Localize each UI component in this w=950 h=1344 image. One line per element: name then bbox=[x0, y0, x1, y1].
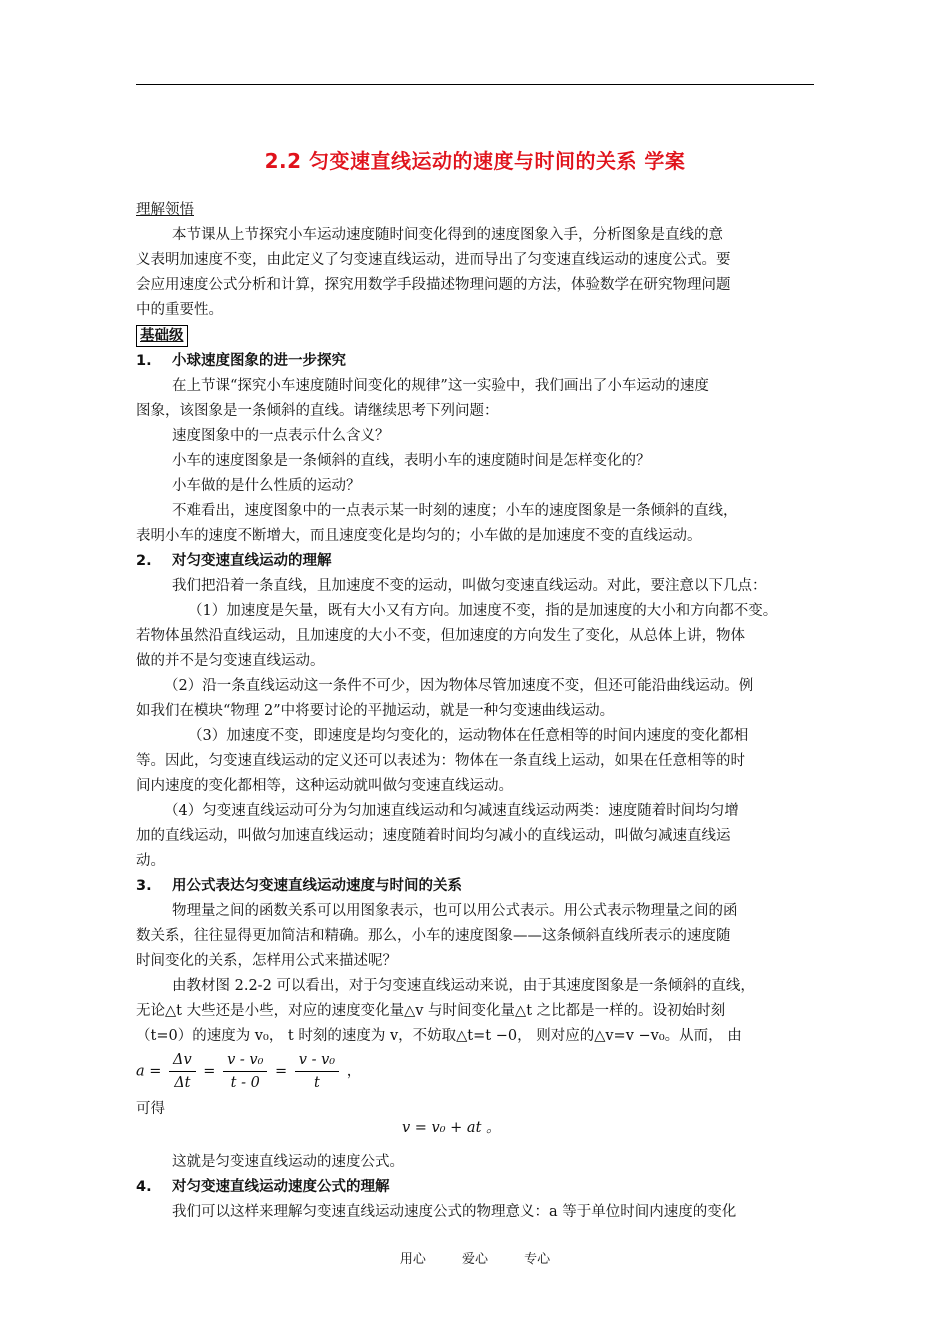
body-line: 数关系，往往显得更加简洁和精确。那么，小车的速度图象——这条倾斜直线所表示的速度随 bbox=[136, 928, 731, 944]
body-line: 动。 bbox=[136, 853, 165, 869]
body-line: 若物体虽然沿直线运动，且加速度的大小不变，但加速度的方向发生了变化，从总体上讲，物体 bbox=[136, 628, 745, 644]
section-2-heading: 2. 对匀变速直线运动的理解 bbox=[136, 553, 332, 569]
body-line: 等。因此，匀变速直线运动的定义还可以表述为：物体在一条直线上运动，如果在任意相等的时 bbox=[136, 753, 745, 769]
formula-lhs: a = bbox=[136, 1063, 162, 1080]
body-line: （4）匀变速直线运动可分为匀加速直线运动和匀减速直线运动两类：速度随着时间均匀增 bbox=[164, 803, 739, 819]
velocity-formula: v = v₀ + at 。 bbox=[402, 1120, 501, 1136]
body-line: （t=0）的速度为 v₀， t 时刻的速度为 v，不妨取△t=t −0， 则对应的△v=v −v₀。从而， 由 bbox=[136, 1028, 742, 1044]
body-line: 无论△t 大些还是小些，对应的速度变化量△v 与时间变化量△t 之比都是一样的。设初始时刻 bbox=[136, 1003, 726, 1019]
body-line: 小车的速度图象是一条倾斜的直线，表明小车的速度随时间是怎样变化的？ bbox=[172, 453, 651, 469]
body-line: 加的直线运动，叫做匀加速直线运动；速度随着时间均匀减小的直线运动，叫做匀减速直线运 bbox=[136, 828, 731, 844]
body-line: （2）沿一条直线运动这一条件不可少，因为物体尽管加速度不变，但还可能沿曲线运动。例 bbox=[164, 678, 754, 694]
intro-line: 义表明加速度不变，由此定义了匀变速直线运动，进而导出了匀变速直线运动的速度公式。要 bbox=[136, 252, 731, 268]
header-rule bbox=[136, 84, 814, 85]
body-line: 这就是匀变速直线运动的速度公式。 bbox=[172, 1154, 404, 1170]
body-line: 做的并不是匀变速直线运动。 bbox=[136, 653, 325, 669]
body-line: 在上节课“探究小车速度随时间变化的规律”这一实验中，我们画出了小车运动的速度 bbox=[172, 378, 709, 394]
fraction-3: $\frac{\text{v - v₀}}{t}$ bbox=[295, 1049, 339, 1094]
body-line: 时间变化的关系，怎样用公式来描述呢？ bbox=[136, 953, 397, 969]
body-line: 我们把沿着一条直线，且加速度不变的运动，叫做匀变速直线运动。对此，要注意以下几点： bbox=[172, 578, 767, 594]
fraction-2: $\frac{\text{v - v₀}}{t - 0}$ bbox=[223, 1049, 267, 1094]
body-line: 不难看出，速度图象中的一点表示某一时刻的速度；小车的速度图象是一条倾斜的直线， bbox=[172, 503, 738, 519]
body-line: （3）加速度不变，即速度是均匀变化的，运动物体在任意相等的时间内速度的变化都相 bbox=[188, 728, 749, 744]
section-3-heading: 3. 用公式表达匀变速直线运动速度与时间的关系 bbox=[136, 878, 462, 894]
intro-line: 中的重要性。 bbox=[136, 302, 223, 318]
section-label: 理解领悟 bbox=[136, 202, 194, 218]
intro-line: 本节课从上节探究小车运动速度随时间变化得到的速度图象入手，分析图象是直线的意 bbox=[172, 227, 723, 243]
level-label: 基础级 bbox=[136, 325, 188, 347]
document-body bbox=[136, 198, 816, 1225]
body-line: 物理量之间的函数关系可以用图象表示，也可以用公式表示。用公式表示物理量之间的函 bbox=[172, 903, 738, 919]
intro-line: 会应用速度公式分析和计算，探究用数学手段描述物理问题的方法，体验数学在研究物理问题 bbox=[136, 277, 731, 293]
body-line: 图象，该图象是一条倾斜的直线。请继续思考下列问题： bbox=[136, 403, 499, 419]
body-line: 间内速度的变化都相等，这种运动就叫做匀变速直线运动。 bbox=[136, 778, 513, 794]
footer-item: 用心 bbox=[399, 1252, 426, 1267]
page-footer bbox=[0, 1248, 950, 1267]
footer-item: 爱心 bbox=[461, 1252, 488, 1267]
body-line: 如我们在模块“物理 2”中将要讨论的平抛运动，就是一种匀变速曲线运动。 bbox=[136, 703, 615, 719]
body-line: 速度图象中的一点表示什么含义？ bbox=[172, 428, 390, 444]
footer-item: 专心 bbox=[524, 1252, 551, 1267]
section-1-heading: 1. 小球速度图象的进一步探究 bbox=[136, 353, 346, 369]
body-line: 由教材图 2.2-2 可以看出，对于匀变速直线运动来说，由于其速度图象是一条倾斜的直线， bbox=[172, 978, 755, 994]
page-title: 2.2 匀变速直线运动的速度与时间的关系 学案 bbox=[264, 149, 686, 173]
fraction-1: $\frac{\Delta v}{\Delta t}$ bbox=[169, 1049, 196, 1094]
body-line: 我们可以这样来理解匀变速直线运动速度公式的物理意义：a 等于单位时间内速度的变化 bbox=[172, 1204, 737, 1220]
body-line: 可得 bbox=[136, 1101, 165, 1117]
body-line: 表明小车的速度不断增大，而且速度变化是均匀的；小车做的是加速度不变的直线运动。 bbox=[136, 528, 702, 544]
acceleration-formula: a = $\frac{\Delta v}{\Delta t}$ = $\frac{\text{v - v₀}}{t - 0}$ = $\frac{\text{v - v₀}}{t}$ ， bbox=[136, 1049, 816, 1105]
body-line: （1）加速度是矢量，既有大小又有方向。加速度不变，指的是加速度的大小和方向都不变。 bbox=[188, 603, 778, 619]
body-line: 小车做的是什么性质的运动？ bbox=[172, 478, 361, 494]
section-4-heading: 4. 对匀变速直线运动速度公式的理解 bbox=[136, 1179, 390, 1195]
